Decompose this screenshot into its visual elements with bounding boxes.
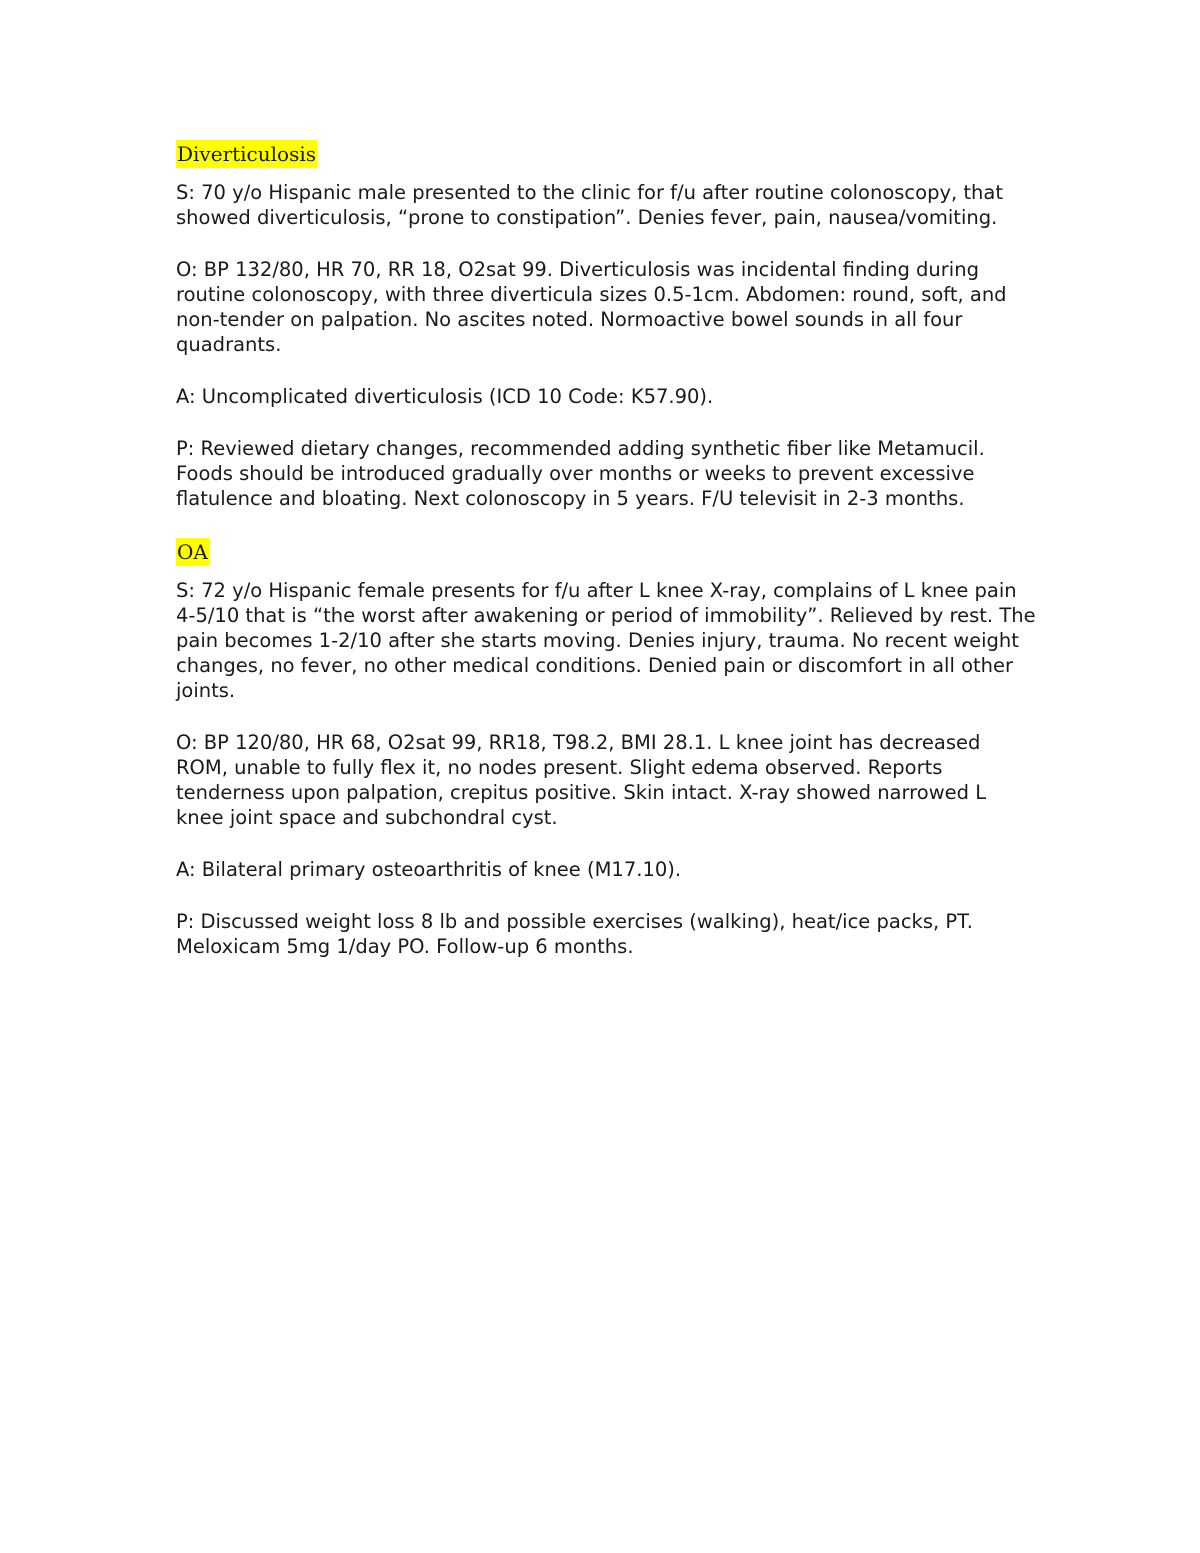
subjective-paragraph: S: 72 y/o Hispanic female presents for f/u after L knee X-ray, complains of L knee pain 4-5/10 that is “the worst after awakening or period of immobility”. Relieved by rest. The pain becomes 1-2/10 after she starts moving. Denies injury, trauma. No recent weight changes, no fever, no other medical conditions. Denied pain or discomfort in all other joints. [176, 579, 1036, 702]
objective-paragraph: O: BP 132/80, HR 70, RR 18, O2sat 99. Diverticulosis was incidental finding during routine colonoscopy, with three diverticula sizes 0.5-1cm. Abdomen: round, soft, and non-tender on palpation. No ascites noted. Normoactive bowel sounds in all four quadrants. [176, 258, 1007, 356]
section-title-oa: OA [177, 540, 208, 564]
assessment-paragraph: A: Bilateral primary osteoarthritis of knee (M17.10). [176, 858, 682, 881]
section-diverticulosis [176, 140, 1036, 511]
assessment-paragraph: A: Uncomplicated diverticulosis (ICD 10 Code: K57.90). [176, 385, 714, 408]
objective-paragraph: O: BP 120/80, HR 68, O2sat 99, RR18, T98.2, BMI 28.1. L knee joint has decreased ROM, unable to fully flex it, no nodes present. Slight edema observed. Reports tenderness upon palpation, crepitus positive. Skin intact. X-ray showed narrowed L knee joint space and subchondral cyst. [176, 731, 987, 829]
section-title-diverticulosis: Diverticulosis [177, 142, 317, 166]
section-oa [176, 538, 1036, 959]
document-page [176, 140, 1036, 986]
subjective-paragraph: S: 70 y/o Hispanic male presented to the clinic for f/u after routine colonoscopy, that showed diverticulosis, “prone to constipation”. Denies fever, pain, nausea/vomiting. [176, 181, 1003, 229]
plan-paragraph: P: Reviewed dietary changes, recommended adding synthetic fiber like Metamucil. Foods should be introduced gradually over months or weeks to prevent excessive flatulence and bloating. Next colonoscopy in 5 years. F/U televisit in 2-3 months. [176, 437, 985, 510]
plan-paragraph: P: Discussed weight loss 8 lb and possible exercises (walking), heat/ice packs, PT. Meloxicam 5mg 1/day PO. Follow-up 6 months. [176, 910, 973, 958]
